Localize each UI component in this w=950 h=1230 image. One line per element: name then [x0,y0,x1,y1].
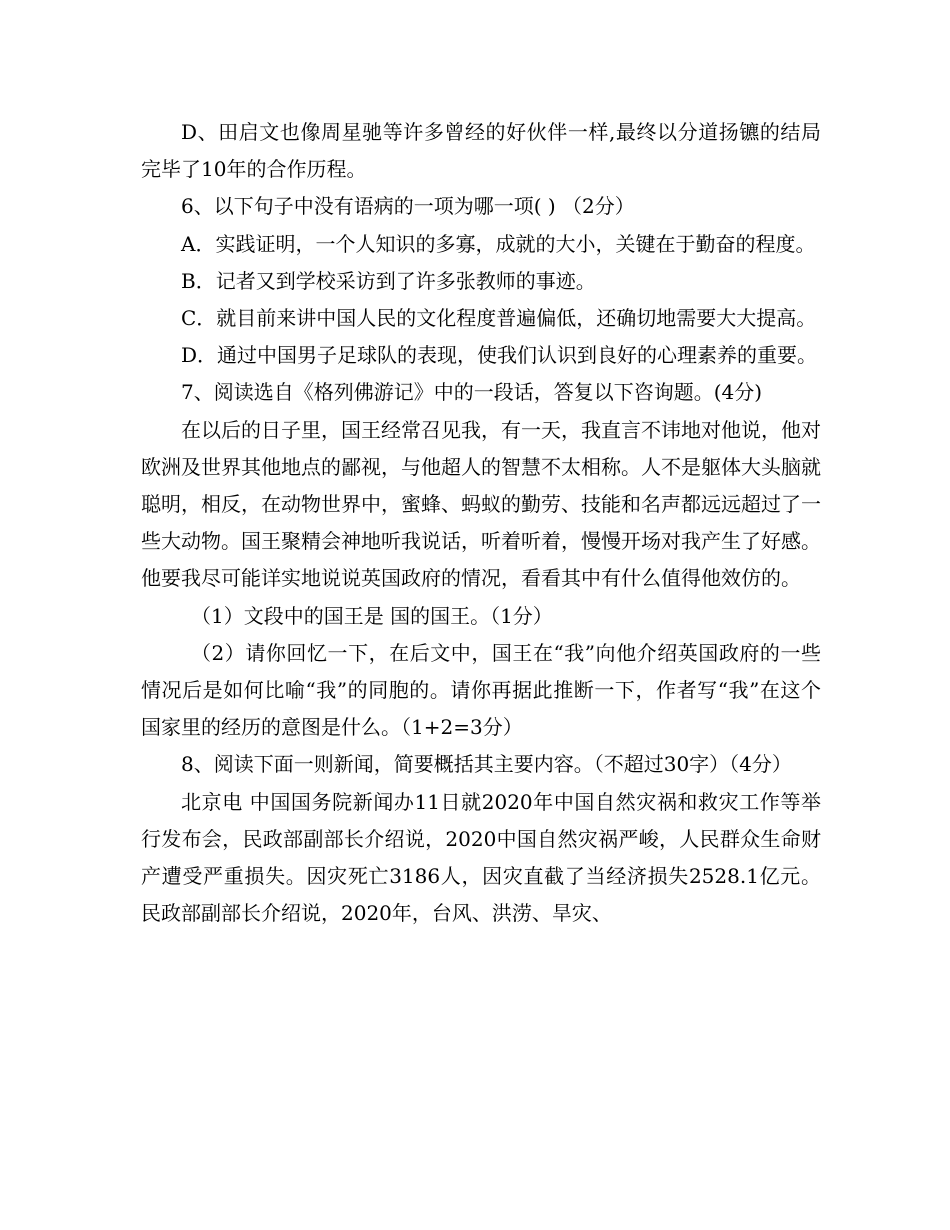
q7-question-stem: 7、阅读选自《格列佛游记》中的一段话，答复以下咨询题。(4分) [181,380,763,405]
q7-sub-question-2: （2）请你回忆一下，在后文中，国王在“我”向他介绍英国政府的一些情况后是如何比喻“我”的同胞的。请你再据此推断一下，作者写“我”在这个国家里的经历的意图是什么。（1+2=3分） [141,640,821,740]
q6-option-a: A．实践证明，一个人知识的多寡，成就的大小，关键在于勤奋的程度。 [181,231,816,256]
q7-sub-question-1: （1）文段中的国王是 国的国王。（1分） [191,603,553,628]
q8-question-stem: 8、阅读下面一则新闻，简要概括其主要内容。（不超过30字）（4分） [181,752,792,777]
q6-option-d: D．通过中国男子足球队的表现，使我们认识到良好的心理素养的重要。 [181,343,818,368]
q7-reading-passage: 在以后的日子里，国王经常召见我，有一天，我直言不讳地对他说，他对欧洲及世界其他地点的鄙视，与他超人的智慧不太相称。人不是躯体大头脑就聪明，相反，在动物世界中，蜜蜂、蚂蚁的勤劳、技能和名声都远远超过了一些大动物。国王聚精会神地听我说话，听着听着，慢慢开场对我产生了好感。他要我尽可能详实地说说英国政府的情况，看看其中有什么值得他效仿的。 [141,417,821,591]
q6-option-b: B．记者又到学校采访到了许多张教师的事迹。 [181,268,596,293]
q8-news-passage: 北京电 中国国务院新闻办11日就2020年中国自然灾祸和救灾工作等举行发布会，民政部副部长介绍说，2020中国自然灾祸严峻，人民群众生命财产遭受严重损失。因灾死亡3186人，因灾直截了当经济损失2528.1亿元。民政部副部长介绍说，2020年，台风、洪涝、旱灾、 [141,789,821,926]
q6-question-stem: 6、以下句子中没有语病的一项为哪一项( ) （2分） [181,194,635,219]
q6-option-c: C．就目前来讲中国人民的文化程度普遍偏低，还确切地需要大大提高。 [181,306,817,331]
document-body [141,114,821,932]
q5-option-d: D、田启文也像周星驰等许多曾经的好伙伴一样,最终以分道扬镳的结局完毕了10年的合作历程。 [141,120,821,182]
